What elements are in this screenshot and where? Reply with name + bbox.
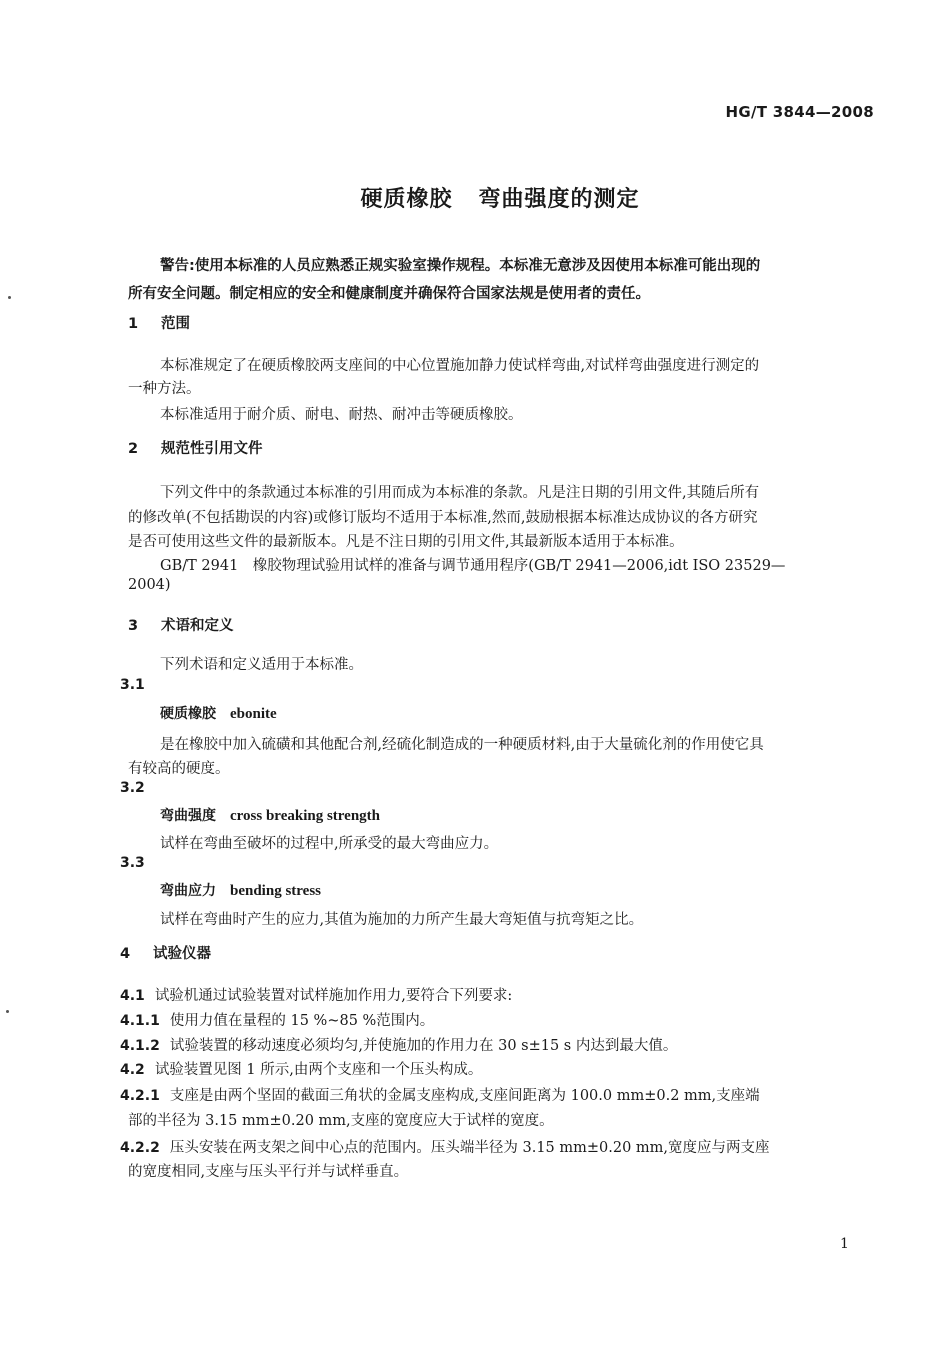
clause-4-2-1-line-1 bbox=[120, 1084, 760, 1105]
section-title: 范围 bbox=[161, 316, 190, 332]
clause-4-2-2-line-2: 的宽度相同,支座与压头平行并与试样垂直。 bbox=[128, 1164, 409, 1180]
clause-number: 4.2 bbox=[120, 1062, 145, 1078]
term-cn: 弯曲强度 bbox=[160, 808, 216, 824]
term-en: bending stress bbox=[230, 883, 321, 899]
clause-text: 支座是由两个坚固的截面三角状的金属支座构成,支座间距离为 100.0 mm±0.2 mm,支座端 bbox=[169, 1088, 760, 1104]
s1-paragraph-1-line-2: 一种方法。 bbox=[128, 381, 201, 397]
clause-4-2 bbox=[120, 1058, 482, 1079]
clause-4-1-1 bbox=[120, 1009, 434, 1030]
section-2-heading bbox=[128, 437, 263, 458]
clause-4-1 bbox=[120, 984, 512, 1005]
standard-code: HG/T 3844—2008 bbox=[725, 103, 874, 121]
term-3-3-name bbox=[160, 880, 321, 900]
term-3-1-definition-line-2: 有较高的硬度。 bbox=[128, 761, 230, 777]
term-en: cross breaking strength bbox=[230, 808, 381, 824]
section-number: 2 bbox=[128, 441, 139, 457]
clause-text: 试验装置的移动速度必须均匀,并使施加的作用力在 30 s±15 s 内达到最大值。 bbox=[169, 1038, 678, 1054]
term-cn: 硬质橡胶 bbox=[160, 706, 216, 722]
s2-paragraph-line-2: 的修改单(不包括勘误的内容)或修订版均不适用于本标准,然而,鼓励根据本标准达成协议的各方研究 bbox=[128, 510, 758, 526]
section-1-heading bbox=[128, 312, 190, 333]
s3-intro: 下列术语和定义适用于本标准。 bbox=[160, 657, 363, 673]
section-number: 1 bbox=[128, 316, 139, 332]
scan-speck bbox=[6, 1010, 9, 1013]
clause-text: 使用力值在量程的 15 %~85 %范围内。 bbox=[169, 1013, 435, 1029]
clause-number: 4.1.2 bbox=[120, 1038, 160, 1054]
clause-text: 试验机通过试验装置对试样施加作用力,要符合下列要求: bbox=[154, 988, 513, 1004]
clause-4-2-2-line-1 bbox=[120, 1136, 770, 1157]
page-number: 1 bbox=[840, 1236, 849, 1252]
section-title: 试验仪器 bbox=[153, 946, 211, 962]
term-3-3-definition: 试样在弯曲时产生的应力,其值为施加的力所产生最大弯矩值与抗弯矩之比。 bbox=[160, 912, 644, 928]
term-3-2-number: 3.2 bbox=[120, 780, 145, 796]
s2-reference-line-1: GB/T 2941 橡胶物理试验用试样的准备与调节通用程序(GB/T 2941—2006,idt ISO 23529— bbox=[160, 558, 786, 574]
clause-number: 4.1 bbox=[120, 988, 145, 1004]
s2-paragraph-line-3: 是否可使用这些文件的最新版本。凡是不注日期的引用文件,其最新版本适用于本标准。 bbox=[128, 534, 684, 550]
section-number: 4 bbox=[120, 946, 131, 962]
clause-text: 压头安装在两支架之间中心点的范围内。压头端半径为 3.15 mm±0.20 mm,宽度应与两支座 bbox=[169, 1140, 770, 1156]
clause-number: 4.2.2 bbox=[120, 1140, 160, 1156]
term-3-1-number: 3.1 bbox=[120, 677, 145, 693]
term-3-2-name bbox=[160, 805, 380, 825]
term-cn: 弯曲应力 bbox=[160, 883, 216, 899]
s1-paragraph-1-line-1: 本标准规定了在硬质橡胶两支座间的中心位置施加静力使试样弯曲,对试样弯曲强度进行测定的 bbox=[160, 358, 760, 374]
title-part-2: 弯曲强度的测定 bbox=[478, 187, 640, 212]
section-number: 3 bbox=[128, 618, 139, 634]
term-3-1-name bbox=[160, 703, 277, 723]
document-title bbox=[0, 182, 950, 213]
section-4-heading bbox=[120, 942, 211, 963]
section-title: 术语和定义 bbox=[161, 618, 234, 634]
term-en: ebonite bbox=[230, 706, 277, 722]
section-title: 规范性引用文件 bbox=[161, 441, 263, 457]
clause-4-1-2 bbox=[120, 1034, 677, 1055]
term-3-3-number: 3.3 bbox=[120, 855, 145, 871]
s2-reference-line-2: 2004) bbox=[128, 577, 171, 593]
clause-number: 4.2.1 bbox=[120, 1088, 160, 1104]
term-3-1-definition-line-1: 是在橡胶中加入硫磺和其他配合剂,经硫化制造成的一种硬质材料,由于大量硫化剂的作用使它具 bbox=[160, 737, 764, 753]
s2-paragraph-line-1: 下列文件中的条款通过本标准的引用而成为本标准的条款。凡是注日期的引用文件,其随后所有 bbox=[160, 485, 760, 501]
clause-4-2-1-line-2: 部的半径为 3.15 mm±0.20 mm,支座的宽度应大于试样的宽度。 bbox=[128, 1113, 554, 1129]
section-3-heading bbox=[128, 614, 234, 635]
title-part-1: 硬质橡胶 bbox=[360, 187, 453, 212]
warning-line-2: 所有安全问题。制定相应的安全和健康制度并确保符合国家法规是使用者的责任。 bbox=[128, 286, 650, 302]
clause-text: 试验装置见图 1 所示,由两个支座和一个压头构成。 bbox=[154, 1062, 483, 1078]
clause-number: 4.1.1 bbox=[120, 1013, 160, 1029]
s1-paragraph-2: 本标准适用于耐介质、耐电、耐热、耐冲击等硬质橡胶。 bbox=[160, 407, 523, 423]
term-3-2-definition: 试样在弯曲至破坏的过程中,所承受的最大弯曲应力。 bbox=[160, 836, 499, 852]
scan-speck bbox=[8, 296, 11, 299]
warning-line-1: 警告:使用本标准的人员应熟悉正规实验室操作规程。本标准无意涉及因使用本标准可能出现的 bbox=[160, 258, 761, 274]
